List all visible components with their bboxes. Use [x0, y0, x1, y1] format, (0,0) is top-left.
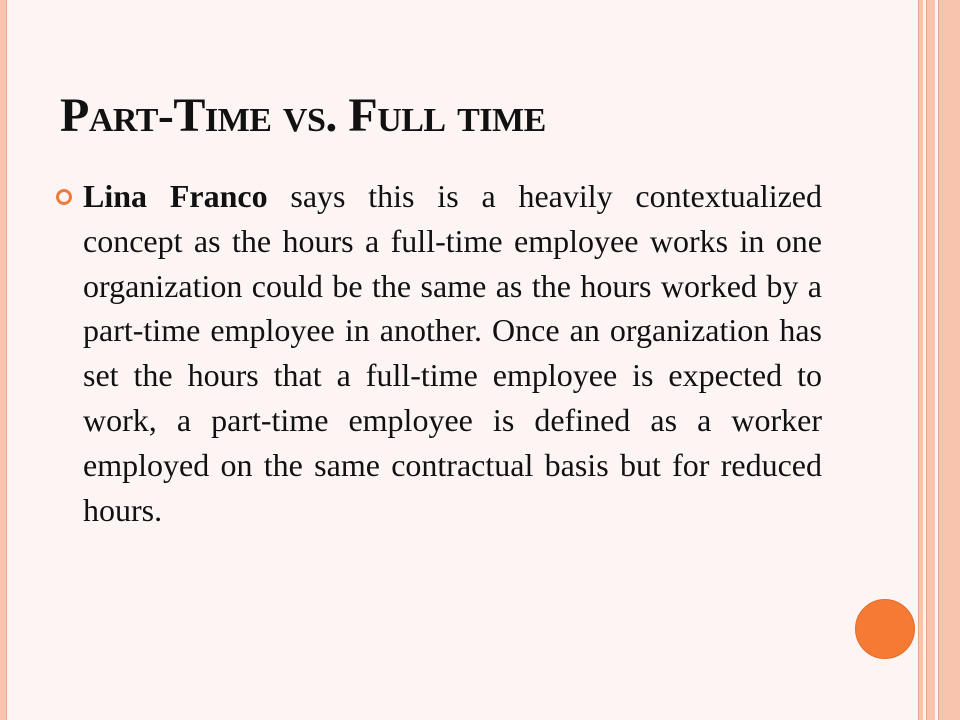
- bullet-text: [83, 174, 822, 532]
- slide-title: Part-Time vs. Full time: [60, 89, 546, 142]
- bullet-body: says this is a heavily contextualized concept as the hours a full-time employee works in one organization could be the same as the hours worked by a part-time employee in another. Once an organization has set the hours that a full-time employee is expected to work, a part-time employee is defined as a worker employed on the same contractual basis but for reduced hours.: [83, 178, 823, 528]
- right-border-stripe-inner: [918, 0, 923, 720]
- bullet-item: [56, 174, 822, 532]
- ring-bullet-icon: [56, 189, 72, 205]
- orange-circle-icon: [855, 599, 915, 659]
- right-border-stripe-middle: [926, 0, 935, 720]
- left-border-stripe: [0, 0, 7, 720]
- right-border-stripe-outer: [938, 0, 960, 720]
- slide-body: [56, 174, 822, 532]
- bullet-lead: Lina Franco: [83, 178, 268, 214]
